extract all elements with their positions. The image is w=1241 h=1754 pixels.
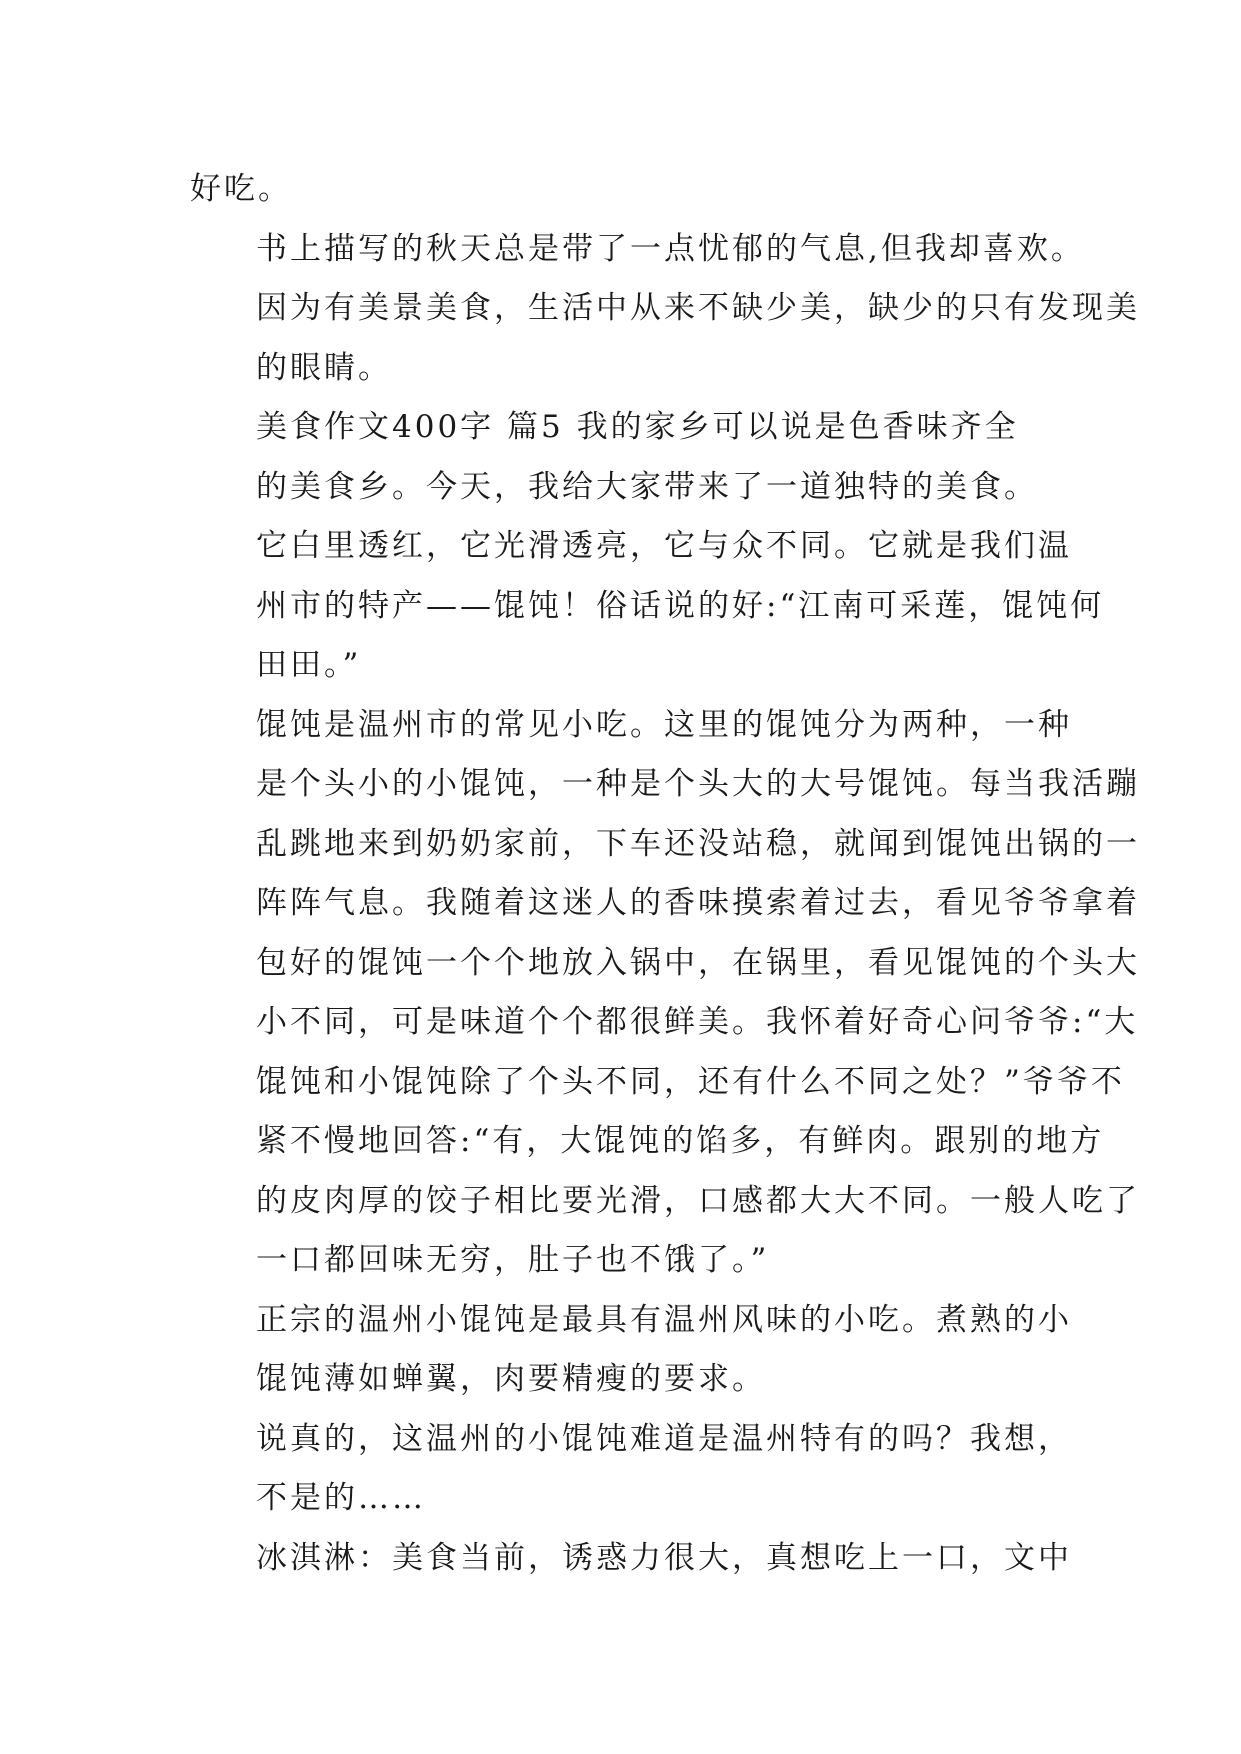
- text-line: 的美食乡。今天，我给大家带来了一道独特的美食。: [256, 468, 1038, 505]
- text-line: 馄饨是温州市的常见小吃。这里的馄饨分为两种，一种: [256, 706, 1072, 743]
- article-body: [190, 160, 1140, 1588]
- paragraph: [190, 160, 1070, 220]
- text-line: 包好的馄饨一个个地放入锅中，在锅里，看见馄饨的个头大: [256, 944, 1140, 981]
- text-line: 阵阵气息。我随着这迷人的香味摸索着过去，看见爷爷拿着: [256, 885, 1140, 921]
- paragraph: [190, 517, 1105, 696]
- text-line: 一口都回味无穷，肚子也不饿了。”: [256, 1242, 770, 1278]
- text-line: 小不同，可是味道个个都很鲜美。我怀着好奇心问爷爷:“大: [256, 1004, 1139, 1040]
- text-line: 好吃。: [190, 171, 292, 207]
- text-line: 它白里透红，它光滑透亮，它与众不同。它就是我们温: [256, 528, 1072, 564]
- paragraph: [190, 220, 1140, 399]
- text-line: 田田。”: [256, 647, 362, 683]
- text-line: 馄饨和小馄饨除了个头不同，还有什么不同之处？”爷爷不: [256, 1063, 1125, 1100]
- text-line: 州市的特产——馄饨！俗话说的好:“江南可采莲，馄饨何: [256, 587, 1105, 624]
- paragraph: [190, 1291, 1070, 1410]
- text-line: 乱跳地来到奶奶家前，下车还没站稳，就闻到馄饨出锅的一: [256, 825, 1140, 862]
- text-line: 的皮肉厚的饺子相比要光滑，口感都大大不同。一般人吃了: [256, 1182, 1140, 1219]
- text-line: 不是的……: [256, 1480, 426, 1516]
- paragraph: [190, 696, 1140, 1291]
- text-line: 说真的，这温州的小馄饨难道是温州特有的吗？我想，: [256, 1420, 1072, 1457]
- text-line: 冰淇淋：美食当前，诱惑力很大，真想吃上一口，文中: [256, 1539, 1072, 1576]
- paragraph: [190, 398, 1070, 517]
- paragraph: [190, 1529, 1070, 1589]
- text-line: 美食作文400字 篇5 我的家乡可以说是色香味齐全: [256, 409, 1019, 445]
- text-line: 因为有美景美食，生活中从来不缺少美，缺少的只有发现美: [256, 290, 1140, 326]
- text-line: 馄饨薄如蝉翼，肉要精瘦的要求。: [256, 1361, 766, 1397]
- text-line: 紧不慢地回答:“有，大馄饨的馅多，有鲜肉。跟别的地方: [256, 1123, 1105, 1159]
- text-line: 正宗的温州小馄饨是最具有温州风味的小吃。煮熟的小: [256, 1301, 1072, 1338]
- text-line: 的眼睛。: [256, 349, 392, 386]
- text-line: 书上描写的秋天总是带了一点忧郁的气息,但我却喜欢。: [256, 230, 1085, 267]
- text-line: 是个头小的小馄饨，一种是个头大的大号馄饨。每当我活蹦: [256, 766, 1140, 802]
- paragraph: [190, 1410, 1070, 1529]
